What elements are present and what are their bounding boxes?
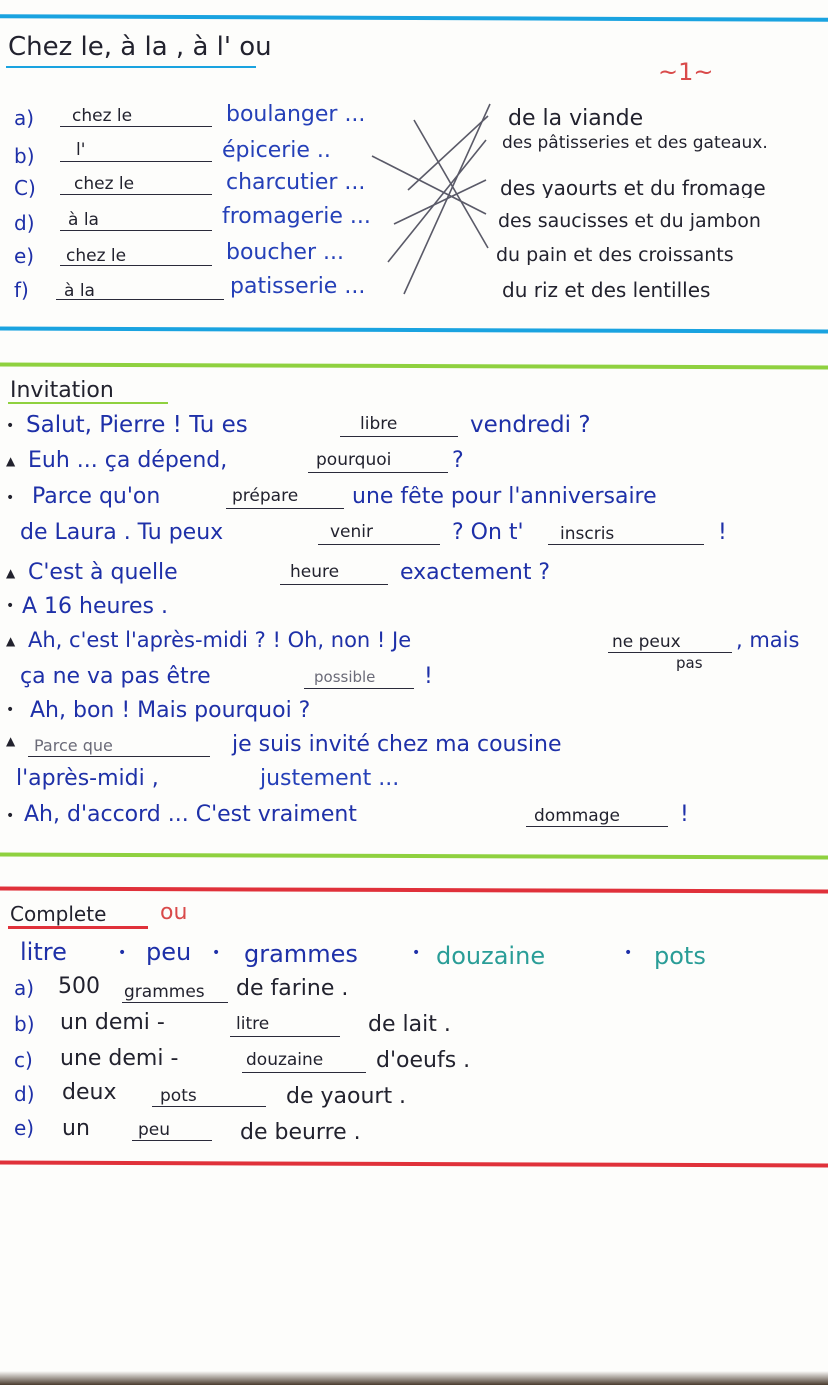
section-3-top-rule [0,887,828,894]
dialogue-text: l'après-midi , [16,766,159,791]
dialogue-text: ! [680,802,689,827]
dialogue-text: de Laura . Tu peux [20,520,224,545]
word-bank-item: peu [146,938,192,966]
page-edge-shadow [0,1371,828,1385]
dialogue-text: exactement ? [400,560,551,585]
dialogue-text: ? On t' [452,520,524,545]
item-fill: chez le [74,174,135,194]
word-bank-separator: • [412,945,421,961]
item-blank [122,1002,228,1003]
item-fill: peu [138,1120,171,1140]
item-fill: pots [160,1086,197,1106]
item-text: de lait . [368,1012,451,1037]
section-3-bottom-rule [0,1161,828,1168]
dialogue-text: Parce qu'on [32,484,161,509]
dialogue-blank [308,472,448,473]
match-line [372,156,486,214]
dialogue-text: ! [424,664,433,689]
dialogue-fill: dommage [534,806,620,826]
item-text: de farine . [236,976,349,1001]
product-item: du riz et des lentilles [502,278,711,302]
item-text: 500 [58,974,100,999]
speaker-b-marker: ▲ [6,566,16,580]
dialogue-blank [608,652,732,653]
match-line [394,180,486,224]
item-fill: douzaine [246,1050,324,1070]
dialogue-text: justement ... [260,766,400,791]
item-fill: grammes [124,982,205,1002]
product-item: du pain et des croissants [496,246,734,265]
speaker-a-marker: • [6,418,15,434]
dialogue-text: une fête pour l'anniversaire [352,486,657,508]
dialogue-fill: Parce que [34,736,113,755]
item-text: un [62,1116,90,1141]
item-letter: e) [14,244,35,268]
item-letter: f) [14,278,29,302]
section-3-title-underline [8,926,148,929]
dialogue-fill: ne peux [612,632,681,652]
item-fill: à la [68,210,99,230]
item-fill: chez le [72,106,133,126]
dialogue-fill: prépare [232,486,299,506]
item-shop: boucher ... [226,240,344,265]
item-shop: charcutier ... [226,170,366,195]
item-text: de yaourt . [286,1084,407,1109]
speaker-b-marker: ▲ [6,634,16,648]
word-bank-item: pots [654,942,706,970]
dialogue-blank [526,826,668,827]
dialogue-fill: pas [676,654,703,672]
item-letter: a) [14,106,35,130]
product-item: des saucisses et du jambon [498,212,761,231]
dialogue-text: Ah, c'est l'après-midi ? ! Oh, non ! Je [28,628,412,652]
dialogue-text: Salut, Pierre ! Tu es [26,412,248,438]
dialogue-fill: possible [314,668,376,686]
word-bank-separator: • [624,945,633,961]
speaker-a-marker: • [6,490,15,506]
dialogue-text: ! [718,520,727,545]
dialogue-fill: heure [290,562,340,582]
speaker-a-marker: • [6,808,15,824]
item-letter: d) [14,211,35,235]
item-shop: boulanger ... [226,102,366,127]
dialogue-text: ça ne va pas être [20,664,211,689]
dialogue-text: vendredi ? [470,412,591,438]
dialogue-blank [280,584,388,585]
dialogue-blank [304,688,414,689]
item-fill: l' [76,140,86,160]
item-blank [132,1140,212,1141]
item-fill: chez le [66,246,127,266]
speaker-b-marker: ▲ [6,734,16,748]
item-shop: patisserie ... [230,274,366,299]
item-letter: c) [14,1048,33,1072]
section-3-title: Complete [10,902,107,926]
item-letter: e) [14,1116,35,1140]
dialogue-text: Euh ... ça dépend, [28,448,228,473]
item-blank [152,1106,266,1107]
item-text: une demi - [60,1046,179,1071]
item-text: deux [62,1080,117,1105]
dialogue-text: , mais [736,628,800,652]
match-line [404,104,490,294]
word-bank-item: litre [20,938,67,966]
matching-lines [0,0,828,330]
dialogue-text: ? [452,448,464,473]
dialogue-fill: libre [360,414,398,434]
item-text: de beurre . [240,1120,361,1145]
item-letter: d) [14,1082,35,1106]
dialogue-blank [226,508,344,509]
dialogue-text: Ah, bon ! Mais pourquoi ? [30,698,311,723]
item-letter: b) [14,1012,35,1036]
page-number: ~1~ [658,58,714,86]
item-letter: a) [14,976,35,1000]
dialogue-blank [340,436,458,437]
section-3-title-suffix: ou [160,900,188,925]
dialogue-blank [28,756,210,757]
speaker-a-marker: • [6,702,15,718]
dialogue-text: je suis invité chez ma cousine [232,732,562,757]
item-blank [242,1072,366,1073]
dialogue-text: C'est à quelle [28,560,178,585]
word-bank-item: grammes [244,940,358,968]
item-text: un demi - [60,1010,165,1035]
dialogue-fill: venir [330,522,374,542]
item-fill: à la [64,281,95,301]
dialogue-blank [548,544,704,545]
word-bank-separator: • [118,945,127,961]
speaker-b-marker: ▲ [6,454,16,468]
word-bank-item: douzaine [436,942,546,970]
dialogue-text: Ah, d'accord ... C'est vraiment [24,802,357,827]
section-2-title: Invitation [10,378,114,403]
section-1-title: Chez le, à la , à l' ou [8,32,272,62]
item-shop: épicerie .. [222,138,331,163]
item-letter: C) [14,176,36,200]
item-letter: b) [14,144,35,168]
dialogue-blank [318,544,440,545]
dialogue-fill: pourquoi [316,450,392,470]
speaker-a-marker: • [6,598,15,614]
dialogue-text: A 16 heures . [22,594,168,619]
item-fill: litre [236,1014,270,1034]
product-item: des yaourts et du fromage [500,178,766,198]
section-2-title-underline [8,402,168,404]
item-blank [230,1036,340,1037]
product-item: de la viande [508,106,644,131]
word-bank-separator: • [212,945,221,961]
section-2-top-rule [0,363,828,370]
product-item: des pâtisseries et des gateaux. [502,133,768,153]
item-shop: fromagerie ... [222,204,371,229]
dialogue-fill: inscris [560,524,615,544]
item-text: d'oeufs . [376,1048,471,1073]
section-2-bottom-rule [0,853,828,860]
